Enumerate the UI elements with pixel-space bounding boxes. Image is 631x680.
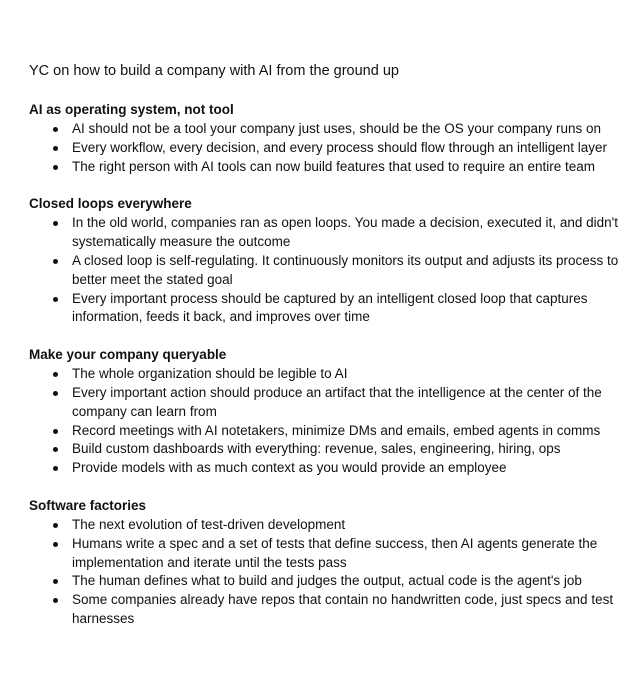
list-item-text: The whole organization should be legible to AI bbox=[72, 366, 348, 382]
bullet-list bbox=[29, 365, 621, 478]
list-item bbox=[29, 120, 621, 139]
list-item-text: Provide models with as much context as you would provide an employee bbox=[72, 460, 507, 476]
list-item-text: The human defines what to build and judges the output, actual code is the agent's job bbox=[72, 573, 582, 589]
section-heading: Software factories bbox=[29, 497, 147, 513]
section-closed-loops bbox=[29, 195, 621, 327]
section-heading: AI as operating system, not tool bbox=[29, 102, 234, 117]
list-item bbox=[29, 158, 621, 177]
bullet-icon bbox=[53, 598, 58, 603]
list-item-text: The right person with AI tools can now build features that used to require an entire team bbox=[72, 158, 596, 174]
bullet-list bbox=[29, 214, 621, 327]
list-item-text: Build custom dashboards with everything: revenue, sales, engineering, hiring, ops bbox=[72, 441, 561, 457]
list-item-text: The next evolution of test-driven development bbox=[72, 516, 346, 532]
list-item-text: Every workflow, every decision, and every process should flow through an intelligent layer bbox=[72, 139, 608, 155]
list-item-text: A closed loop is self-regulating. It continuously monitors its output and adjusts its process to better meet the stated goal bbox=[72, 252, 619, 287]
list-item bbox=[29, 365, 621, 384]
list-item-text: Every important process should be captured by an intelligent closed loop that captures information, feeds it back, and improves over time bbox=[72, 290, 588, 325]
list-item bbox=[29, 384, 621, 422]
bullet-icon bbox=[53, 297, 58, 302]
bullet-icon bbox=[53, 429, 58, 434]
bullet-list bbox=[29, 120, 621, 176]
bullet-icon bbox=[53, 523, 58, 528]
bullet-icon bbox=[53, 165, 58, 170]
list-item bbox=[29, 252, 621, 290]
list-item bbox=[29, 440, 621, 459]
list-item bbox=[29, 591, 621, 629]
list-item bbox=[29, 459, 621, 478]
bullet-icon bbox=[53, 372, 58, 377]
bullet-icon bbox=[53, 579, 58, 584]
bullet-list bbox=[29, 516, 621, 629]
document-title: YC on how to build a company with AI from the ground up bbox=[29, 63, 399, 79]
list-item-text: Record meetings with AI notetakers, minimize DMs and emails, embed agents in comms bbox=[72, 422, 601, 438]
section-heading: Make your company queryable bbox=[29, 347, 227, 363]
bullet-icon bbox=[53, 447, 58, 452]
list-item bbox=[29, 535, 621, 573]
list-item-text: In the old world, companies ran as open loops. You made a decision, executed it, and didn't systematically measure the outcome bbox=[72, 215, 618, 250]
list-item bbox=[29, 422, 621, 441]
list-item bbox=[29, 290, 621, 328]
list-item-text: AI should not be a tool your company just uses, should be the OS your company runs on bbox=[72, 121, 602, 136]
section-heading: Closed loops everywhere bbox=[29, 196, 192, 212]
list-item bbox=[29, 214, 621, 252]
bullet-icon bbox=[53, 466, 58, 471]
list-item bbox=[29, 572, 621, 591]
bullet-icon bbox=[53, 127, 58, 132]
bullet-icon bbox=[53, 259, 58, 264]
list-item-text: Humans write a spec and a set of tests that define success, then AI agents generate the implementation and iterate until the tests pass bbox=[72, 535, 598, 570]
list-item-text: Some companies already have repos that contain no handwritten code, just specs and test harnesses bbox=[72, 592, 614, 626]
list-item bbox=[29, 139, 621, 158]
bullet-icon bbox=[53, 221, 58, 226]
list-item-text: Every important action should produce an artifact that the intelligence at the center of the company can learn from bbox=[72, 384, 602, 419]
section-software-factories bbox=[29, 497, 621, 629]
section-ai-operating-system bbox=[29, 101, 621, 176]
bullet-icon bbox=[53, 146, 58, 151]
section-queryable bbox=[29, 346, 621, 478]
bullet-icon bbox=[53, 542, 58, 547]
bullet-icon bbox=[53, 391, 58, 396]
list-item bbox=[29, 516, 621, 535]
